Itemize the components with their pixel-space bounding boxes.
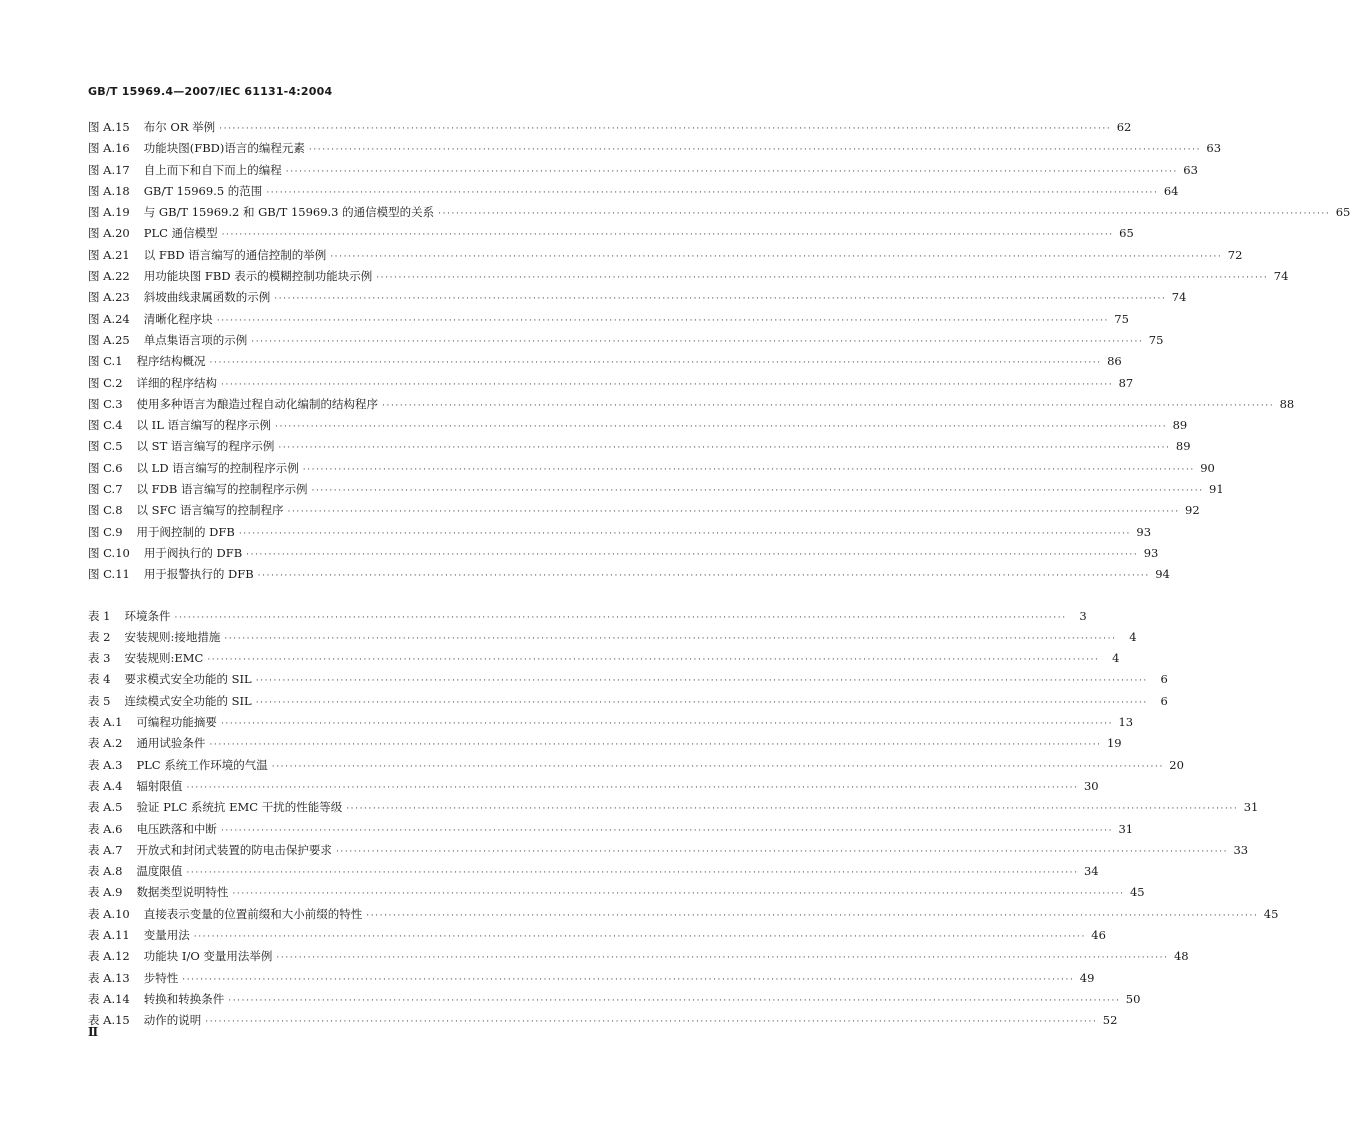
table-entry[interactable] [88,884,1145,905]
dot-leader: ········································································································································································································ [238,528,1132,539]
entry-number: 表 A.11 [88,927,130,942]
figure-entry[interactable] [88,289,1187,310]
entry-title: PLC 通信模型 [143,226,218,241]
table-entry[interactable] [88,714,1134,735]
dot-leader: ········································································································································································································ [209,358,1102,369]
dot-leader: ········································································································································································································ [205,1017,1098,1028]
entry-page-number: 34 [1083,864,1099,879]
entry-title: 以 ST 语言编写的程序示例 [136,439,275,454]
entry-number: 图 A.18 [88,183,130,198]
entry-title: 与 GB/T 15969.2 和 GB/T 15969.3 的通信模型的关系 [143,205,435,220]
entry-number: 图 A.23 [88,290,130,305]
figure-entry[interactable] [88,119,1132,140]
entry-title: 数据类型说明特性 [136,885,229,900]
entry-page-number: 65 [1119,226,1134,241]
figure-entry[interactable] [88,524,1152,545]
dot-leader: ········································································································································································································ [366,910,1259,921]
entry-page-number: 31 [1118,821,1134,836]
figure-entry[interactable] [88,332,1164,353]
entry-page-number: 20 [1169,757,1184,772]
entry-number: 图 C.8 [88,503,123,518]
table-entry[interactable] [88,948,1189,969]
entry-title: 功能块图(FBD)语言的编程元素 [143,141,305,156]
entry-number: 图 A.15 [88,120,130,134]
table-entry[interactable] [88,799,1259,820]
entry-number: 图 A.22 [88,269,130,284]
section-gap [88,588,706,608]
entry-title: 直接表示变量的位置前缀和大小前缀的特性 [143,906,363,921]
figure-entry[interactable] [88,438,1191,459]
entry-title: 功能块 I/O 变量用法举例 [143,949,273,964]
entry-number: 表 A.5 [88,800,123,815]
dot-leader: ········································································································································································································ [221,230,1114,241]
entry-title: 开放式和封闭式装置的防电击保护要求 [136,842,332,857]
entry-number: 表 A.8 [88,864,123,879]
entry-page-number: 89 [1172,418,1188,433]
dot-leader: ········································································································································································································ [285,166,1178,177]
entry-title: 以 FBD 语言编写的通信控制的举例 [143,247,327,262]
figure-entry[interactable] [88,183,1179,204]
entry-page-number: 89 [1175,439,1191,454]
figure-entry[interactable] [88,417,1188,438]
dot-leader: ········································································································································································································ [220,825,1114,836]
dot-leader: ········································································································································································································ [186,782,1079,793]
entry-number: 图 C.5 [88,439,123,454]
dot-leader: ········································································································································································································ [246,549,1139,560]
table-entry[interactable] [88,671,1168,692]
entry-number: 图 A.25 [88,332,130,347]
dot-leader: ········································································································································································································ [209,740,1102,751]
entry-title: 转换和转换条件 [143,991,225,1006]
table-entry[interactable] [88,757,1184,778]
figure-entry[interactable] [88,396,1295,417]
figure-entry[interactable] [88,140,1222,161]
table-entry[interactable] [88,650,1120,671]
dot-leader: ········································································································································································································ [224,633,1117,644]
entry-title: 用于阀执行的 DFB [143,545,243,560]
dot-leader: ········································································································································································································ [287,507,1180,518]
entry-number: 表 A.9 [88,885,123,900]
entry-number: 图 A.20 [88,226,130,241]
dot-leader: ········································································································································································································ [266,187,1159,198]
entry-title: 详细的程序结构 [136,375,218,390]
entry-number: 表 A.7 [88,842,123,857]
dot-leader: ········································································································································································································ [274,294,1167,305]
entry-page-number: 75 [1114,311,1129,326]
entry-number: 图 C.9 [88,524,123,539]
entry-number: 表 A.6 [88,821,123,836]
entry-page-number: 64 [1163,183,1179,198]
entry-page-number: 90 [1200,460,1215,475]
entry-page-number: 63 [1206,141,1222,156]
entry-title: 验证 PLC 系统抗 EMC 干扰的性能等级 [136,800,343,815]
dot-leader: ········································································································································································································ [221,379,1114,390]
figure-entry[interactable] [88,375,1134,396]
entry-page-number: 65 [1335,205,1350,220]
entry-page-number: 63 [1183,162,1198,177]
entry-title: 要求模式安全功能的 SIL [124,672,252,687]
entry-title: PLC 系统工作环境的气温 [136,757,268,772]
entry-number: 表 3 [88,651,111,666]
table-entry[interactable] [88,735,1122,756]
entry-title: 连续模式安全功能的 SIL [124,693,252,708]
entry-title: 以 SFC 语言编写的控制程序 [136,503,284,518]
dot-leader: ········································································································································································································ [182,974,1075,985]
entry-number: 图 A.21 [88,247,130,262]
entry-page-number: 50 [1125,991,1141,1006]
figure-entry[interactable] [88,268,1289,289]
entry-number: 图 A.24 [88,311,130,326]
entry-title: 用于阀控制的 DFB [136,524,235,539]
entry-page-number: 13 [1118,715,1134,730]
toc-list [88,119,1350,1033]
entry-number: 表 5 [88,693,111,708]
entry-page-number: 94 [1155,567,1170,582]
entry-page-number: 62 [1116,120,1132,134]
document-header: GB/T 15969.4—2007/IEC 61131-4:2004 [88,85,333,98]
dot-leader: ········································································································································································································ [257,571,1150,582]
entry-page-number: 45 [1129,885,1145,900]
entry-number: 图 C.11 [88,567,130,582]
dot-leader: ········································································································································································································ [251,336,1144,347]
entry-page-number: 72 [1227,247,1243,262]
entry-page-number: 19 [1106,736,1122,751]
entry-number: 表 A.12 [88,949,130,964]
entry-page-number: 93 [1136,524,1152,539]
entry-page-number: 52 [1102,1013,1118,1028]
table-entry[interactable] [88,970,1095,991]
entry-title: 斜坡曲线隶属函数的示例 [143,290,271,305]
figure-entry[interactable] [88,353,1122,374]
table-entry[interactable] [88,863,1099,884]
entry-page-number: 33 [1233,842,1249,857]
figure-entry[interactable] [88,460,1215,481]
figure-entry[interactable] [88,566,1170,587]
entry-number: 表 A.4 [88,778,123,793]
dot-leader: ········································································································································································································ [311,486,1204,497]
entry-page-number: 46 [1091,927,1106,942]
entry-title: 程序结构概况 [136,354,206,369]
dot-leader: ········································································································································································································ [219,124,1112,134]
table-entry[interactable] [88,927,1106,948]
table-entry[interactable] [88,842,1249,863]
dot-leader: ········································································································································································································ [255,697,1148,708]
dot-leader: ········································································································································································································ [330,251,1223,262]
entry-number: 图 A.16 [88,141,130,156]
dot-leader: ········································································································································································································ [275,422,1168,433]
dot-leader: ········································································································································································································ [346,804,1239,815]
entry-page-number: 92 [1185,503,1200,518]
entry-title: 用功能块图 FBD 表示的模糊控制功能块示例 [143,269,373,284]
entry-title: 辐射限值 [136,778,183,793]
dot-leader: ········································································································································································································ [255,676,1148,687]
entry-page-number: 87 [1118,375,1134,390]
entry-title: 使用多种语言为酿造过程自动化编制的结构程序 [136,396,379,411]
figure-entry[interactable] [88,225,1134,246]
entry-title: 以 LD 语言编写的控制程序示例 [136,460,299,475]
entry-page-number: 6 [1160,693,1168,708]
entry-title: 以 FDB 语言编写的控制程序示例 [136,482,308,497]
entry-page-number: 88 [1279,396,1295,411]
entry-page-number: 74 [1273,269,1289,284]
figure-list [88,119,1350,588]
dot-leader: ········································································································································································································ [308,145,1202,156]
dot-leader: ········································································································································································································ [220,719,1114,730]
entry-title: 安装规则:接地措施 [124,629,221,644]
entry-page-number: 75 [1148,332,1164,347]
dot-leader: ········································································································································································································ [186,868,1079,879]
dot-leader: ········································································································································································································ [276,953,1169,964]
dot-leader: ········································································································································································································ [228,995,1121,1006]
dot-leader: ········································································································································································································ [382,400,1275,411]
entry-page-number: 86 [1107,354,1122,369]
table-entry[interactable] [88,991,1141,1012]
entry-number: 图 C.1 [88,354,123,369]
entry-number: 表 A.3 [88,757,123,772]
figure-entry[interactable] [88,502,1200,523]
entry-number: 表 A.1 [88,715,123,730]
entry-page-number: 3 [1079,608,1087,623]
entry-number: 图 C.6 [88,460,123,475]
entry-number: 表 A.10 [88,906,130,921]
entry-number: 表 1 [88,608,111,623]
entry-page-number: 45 [1263,906,1279,921]
entry-title: 布尔 OR 举例 [143,120,216,134]
dot-leader: ········································································································································································································ [278,443,1171,454]
entry-page-number: 48 [1173,949,1189,964]
table-entry[interactable] [88,608,1087,629]
entry-page-number: 74 [1171,290,1187,305]
entry-number: 图 C.10 [88,545,130,560]
entry-title: 环境条件 [124,608,171,623]
page-number-footer: Ⅱ [88,1025,99,1039]
dot-leader: ········································································································································································································ [232,889,1125,900]
figure-entry[interactable] [88,247,1243,268]
figure-entry[interactable] [88,311,1129,332]
entry-number: 图 A.17 [88,162,130,177]
entry-number: 表 A.15 [88,1013,130,1028]
entry-number: 表 A.13 [88,970,130,985]
entry-number: 图 C.7 [88,482,123,497]
entry-title: 单点集语言项的示例 [143,332,248,347]
entry-page-number: 4 [1129,629,1137,644]
dot-leader: ········································································································································································································ [271,761,1164,772]
entry-title: 用于报警执行的 DFB [143,567,254,582]
table-entry[interactable] [88,778,1099,799]
entry-title: 安装规则:EMC [124,651,204,666]
dot-leader: ········································································································································································································ [216,315,1109,326]
dot-leader: ········································································································································································································ [174,612,1067,623]
table-entry[interactable] [88,693,1168,714]
entry-title: 步特性 [143,970,179,985]
figure-entry[interactable] [88,545,1159,566]
entry-title: 变量用法 [143,927,190,942]
entry-page-number: 31 [1243,800,1259,815]
table-entry[interactable] [88,906,1279,927]
figure-entry[interactable] [88,481,1224,502]
entry-number: 表 A.14 [88,991,130,1006]
entry-number: 图 A.19 [88,205,130,220]
entry-number: 图 C.3 [88,396,123,411]
entry-page-number: 30 [1083,778,1099,793]
entry-page-number: 91 [1209,482,1224,497]
entry-title: 清晰化程序块 [143,311,213,326]
entry-title: 以 IL 语言编写的程序示例 [136,418,272,433]
dot-leader: ········································································································································································································ [438,209,1331,220]
entry-number: 图 C.4 [88,418,123,433]
entry-title: 自上而下和自下而上的编程 [143,162,282,177]
table-list [88,608,1279,1034]
dot-leader: ········································································································································································································ [193,931,1086,942]
entry-page-number: 49 [1079,970,1095,985]
entry-page-number: 4 [1112,651,1120,666]
dot-leader: ········································································································································································································ [302,464,1195,475]
dot-leader: ········································································································································································································ [207,655,1100,666]
entry-number: 表 2 [88,629,111,644]
entry-number: 表 4 [88,672,111,687]
entry-title: 动作的说明 [143,1013,202,1028]
entry-title: 电压跌落和中断 [136,821,217,836]
dot-leader: ········································································································································································································ [376,273,1269,284]
table-entry[interactable] [88,1012,1118,1033]
table-entry[interactable] [88,821,1134,842]
entry-title: 可编程功能摘要 [136,715,217,730]
entry-number: 表 A.2 [88,736,123,751]
entry-page-number: 93 [1143,545,1159,560]
dot-leader: ········································································································································································································ [335,846,1229,857]
figure-entry[interactable] [88,162,1198,183]
entry-number: 图 C.2 [88,375,123,390]
entry-title: 温度限值 [136,864,183,879]
figure-entry[interactable] [88,204,1350,225]
entry-title: 通用试验条件 [136,736,206,751]
table-entry[interactable] [88,629,1137,650]
entry-page-number: 6 [1160,672,1168,687]
entry-title: GB/T 15969.5 的范围 [143,183,263,198]
